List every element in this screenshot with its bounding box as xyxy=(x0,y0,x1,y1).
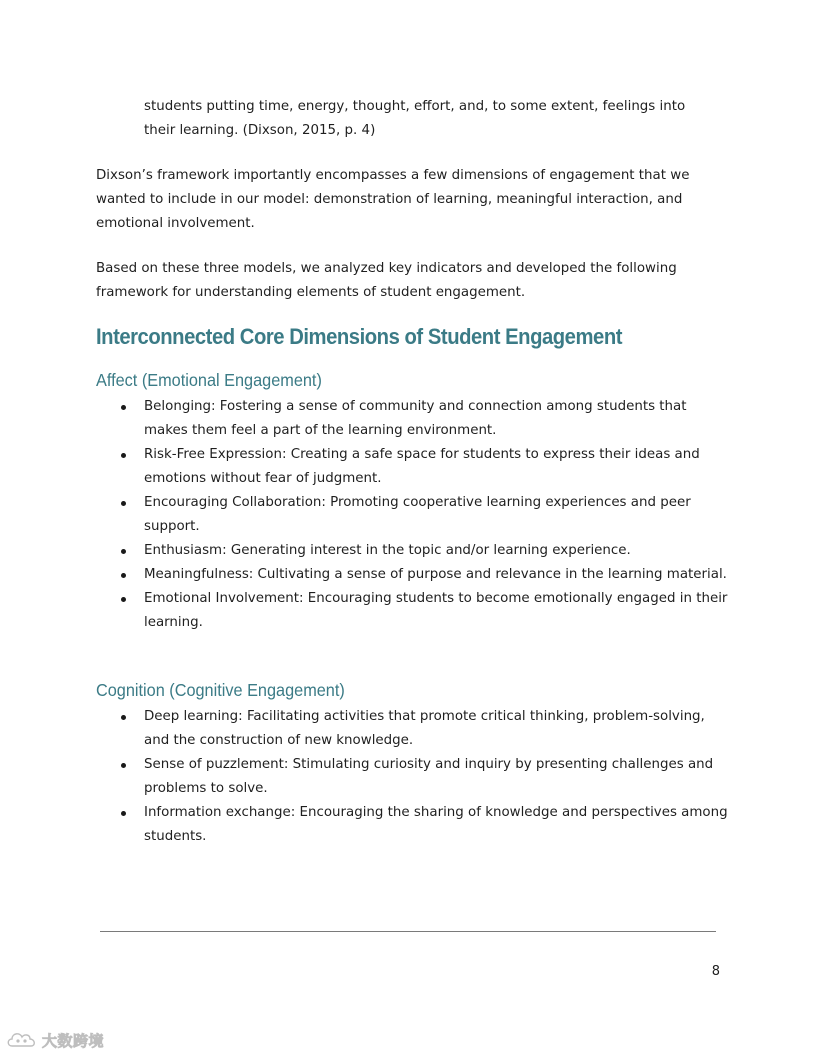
cognition-bullet-list xyxy=(118,705,728,849)
list-item-text: Emotional Involvement: Encouraging students to become emotionally engaged in their learning. xyxy=(144,591,728,630)
cloud-logo-icon xyxy=(6,1030,38,1050)
affect-bullet-list xyxy=(118,395,728,635)
list-item xyxy=(118,491,728,539)
paragraph-dixson-framework: Dixson’s framework importantly encompasses a few dimensions of engagement that we wanted to include in our model: demonstration of learning, meaningful interaction, and emotional involvement. xyxy=(96,168,690,231)
subheading-cognition: Cognition (Cognitive Engagement) xyxy=(96,680,345,700)
list-item xyxy=(118,395,728,443)
bullet-icon xyxy=(121,573,126,578)
list-item xyxy=(118,801,728,849)
list-item xyxy=(118,563,728,587)
bullet-icon xyxy=(121,549,126,554)
bullet-icon xyxy=(121,763,126,768)
list-item xyxy=(118,443,728,491)
block-quote: students putting time, energy, thought, effort, and, to some extent, feelings into their learning. (Dixson, 2015, p. 4) xyxy=(144,99,686,138)
bullet-icon xyxy=(121,453,126,458)
list-item xyxy=(118,587,728,635)
watermark-text: 大数跨境 xyxy=(42,1031,105,1050)
list-item xyxy=(118,705,728,753)
bullet-icon xyxy=(121,715,126,720)
list-item-text: Deep learning: Facilitating activities that promote critical thinking, problem-solving, and the construction of new knowledge. xyxy=(144,709,705,748)
bullet-icon xyxy=(121,501,126,506)
list-item xyxy=(118,753,728,801)
list-item-text: Risk-Free Expression: Creating a safe space for students to express their ideas and emotions without fear of judgment. xyxy=(144,447,700,486)
paragraph-three-models: Based on these three models, we analyzed key indicators and developed the following framework for understanding elements of student engagement. xyxy=(96,261,677,300)
section-heading: Interconnected Core Dimensions of Student Engagement xyxy=(96,324,623,349)
bullet-icon xyxy=(121,597,126,602)
list-item-text: Sense of puzzlement: Stimulating curiosity and inquiry by presenting challenges and problems to solve. xyxy=(144,757,714,796)
bullet-icon xyxy=(121,405,126,410)
list-item xyxy=(118,539,728,563)
list-item-text: Meaningfulness: Cultivating a sense of purpose and relevance in the learning material. xyxy=(144,567,727,582)
list-item-text: Belonging: Fostering a sense of community and connection among students that makes them feel a part of the learning environment. xyxy=(144,399,687,438)
bullet-icon xyxy=(121,811,126,816)
watermark xyxy=(6,1028,104,1052)
list-item-text: Enthusiasm: Generating interest in the topic and/or learning experience. xyxy=(144,543,631,558)
list-item-text: Encouraging Collaboration: Promoting cooperative learning experiences and peer support. xyxy=(144,495,691,534)
page-number: 8 xyxy=(711,964,720,979)
footer-divider xyxy=(100,931,716,932)
list-item-text: Information exchange: Encouraging the sharing of knowledge and perspectives among students. xyxy=(144,805,728,844)
subheading-affect: Affect (Emotional Engagement) xyxy=(96,370,322,390)
